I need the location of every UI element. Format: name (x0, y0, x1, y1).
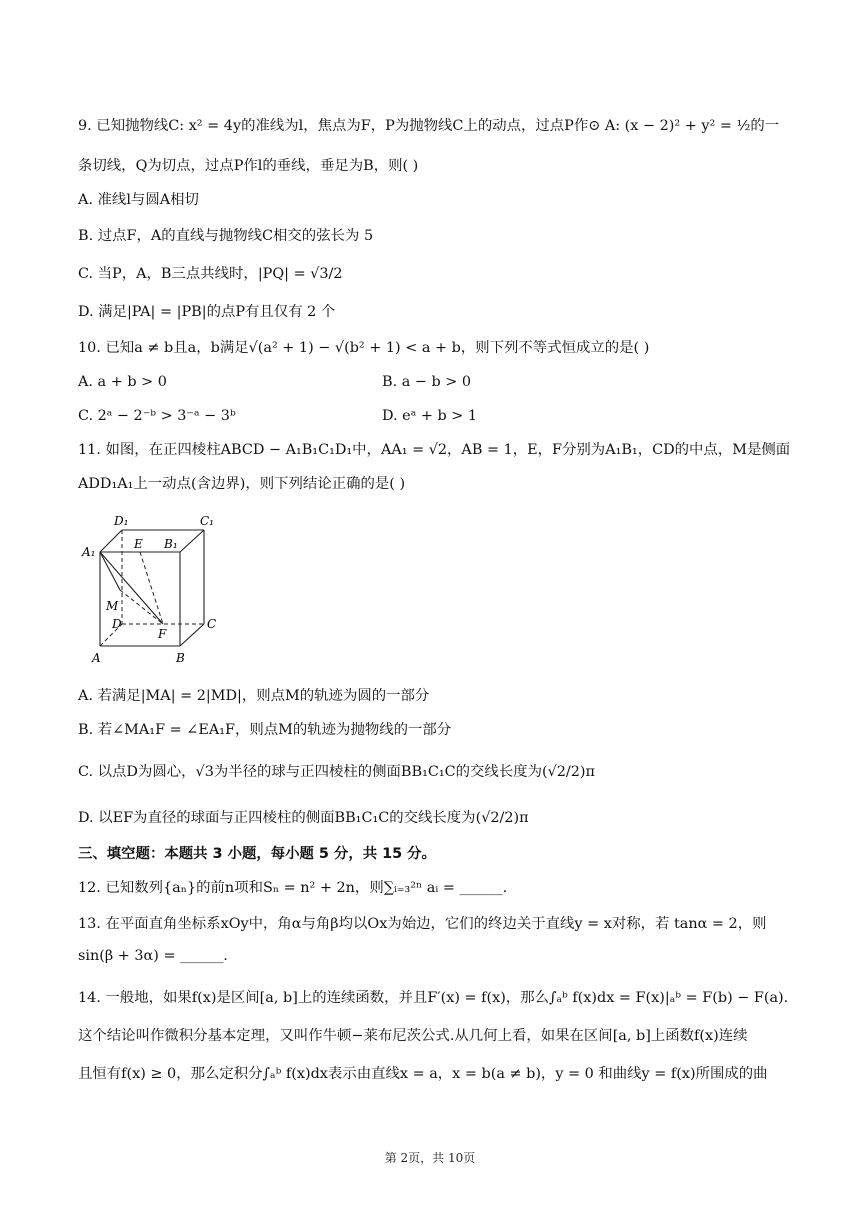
q14-stem-line3: 且恒有f(x) ≥ 0，那么定积分∫ₐᵇ f(x)dx表示由直线x = a，x = b(a ≠ b)，y = 0 和曲线y = f(x)所围成的曲 (78, 1066, 768, 1082)
q14-stem-line2: 这个结论叫作微积分基本定理，又叫作牛顿−莱布尼茨公式.从几何上看，如果在区间[a, b]上函数f(x)连续 (78, 1028, 748, 1044)
label-a: A (92, 651, 101, 665)
q9-option-c: C. 当P，A，B三点共线时，|PQ| = √3/2 (78, 266, 343, 282)
label-d: D (112, 617, 122, 631)
label-e: E (134, 537, 143, 551)
label-c: C (207, 617, 217, 631)
label-a1: A₁ (82, 545, 96, 559)
q10-stem: 10. 已知a ≠ b且a，b满足√(a² + 1) − √(b² + 1) < a + b，则下列不等式恒成立的是( ) (78, 340, 650, 356)
label-b1: B₁ (164, 537, 178, 551)
q10-option-a: A. a + b > 0 (78, 374, 167, 390)
q11-option-b: B. 若∠MA₁F = ∠EA₁F，则点M的轨迹为抛物线的一部分 (78, 722, 452, 738)
segment-a1f (100, 552, 163, 624)
q10-option-d: D. eᵃ + b > 1 (382, 408, 478, 424)
label-b: B (176, 651, 185, 665)
label-c1: C₁ (200, 514, 214, 528)
q11-option-d: D. 以EF为直径的球面与正四棱柱的侧面BB₁C₁C的交线长度为(√2/2)π (78, 810, 529, 826)
edge-bc (180, 624, 204, 646)
edge-b1c1 (180, 530, 204, 552)
segment-mf-hidden (120, 590, 163, 624)
label-d1: D₁ (114, 514, 129, 528)
q14-stem-line1: 14. 一般地，如果f(x)是区间[a, b]上的连续函数，并且F′(x) = f(x)，那么∫ₐᵇ f(x)dx = F(x)|ₐᵇ = F(b) − F(a). (78, 990, 789, 1006)
q11-stem-line1: 11. 如图，在正四棱柱ABCD − A₁B₁C₁D₁中，AA₁ = √2，AB = 1，E，F分别为A₁B₁，CD的中点，M是侧面 (78, 442, 791, 458)
label-m: M (106, 599, 119, 613)
q11-option-c: C. 以点D为圆心，√3为半径的球与正四棱柱的侧面BB₁C₁C的交线长度为(√2/2)π (78, 764, 596, 780)
q11-option-a: A. 若满足|MA| = 2|MD|，则点M的轨迹为圆的一部分 (78, 688, 430, 704)
segment-ef-hidden (140, 552, 163, 624)
q9-option-a: A. 准线l与圆A相切 (78, 192, 199, 208)
label-f: F (158, 627, 167, 641)
q10-option-c: C. 2ᵃ − 2⁻ᵇ > 3⁻ᵃ − 3ᵇ (78, 408, 236, 424)
q9-option-d: D. 满足|PA| = |PB|的点P有且仅有 2 个 (78, 304, 336, 320)
q9-stem-line1: 9. 已知抛物线C: x² = 4y的准线为l，焦点为F，P为抛物线C上的动点，过点P作⊙ A: (x − 2)² + y² = ½的一 (78, 118, 780, 134)
q9-stem-line2: 条切线，Q为切点，过点P作l的垂线，垂足为B，则( ) (78, 158, 419, 174)
prism-diagram (78, 510, 228, 670)
q9-option-b: B. 过点F，A的直线与抛物线C相交的弦长为 5 (78, 228, 374, 244)
q10-option-b: B. a − b > 0 (382, 374, 472, 390)
page-footer: 第 2页，共 10页 (384, 1151, 476, 1165)
edge-a1d1 (100, 530, 122, 552)
q11-stem-line2: ADD₁A₁上一动点(含边界)，则下列结论正确的是( ) (78, 476, 406, 492)
q13-stem-line1: 13. 在平面直角坐标系xOy中，角α与角β均以Ox为始边，它们的终边关于直线y = x对称，若 tanα = 2，则 (78, 916, 767, 932)
q13-stem-line2: sin(β + 3α) = ______. (78, 948, 228, 964)
prism-figure (78, 510, 228, 670)
section-heading-fill-in: 三、填空题：本题共 3 小题，每小题 5 分，共 15 分。 (78, 846, 436, 862)
q12-stem: 12. 已知数列{aₙ}的前n项和Sₙ = n² + 2n，则∑ᵢ₌₃²ⁿ aᵢ = ______. (78, 880, 508, 896)
